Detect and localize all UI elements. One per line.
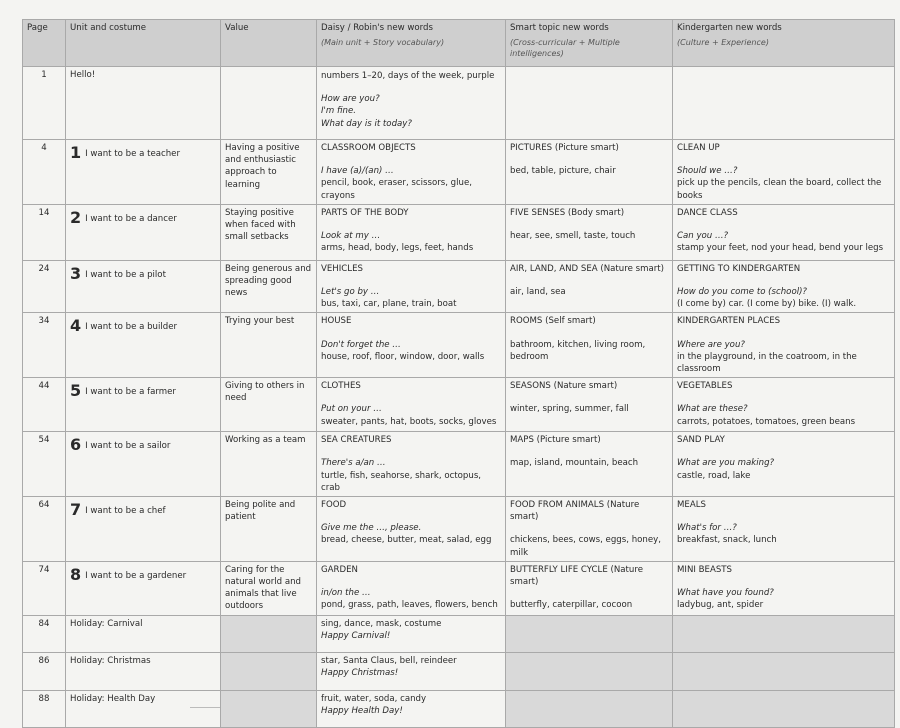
smart-cell (506, 378, 673, 432)
unit-title: Hello! (70, 70, 96, 80)
spacer (321, 511, 501, 522)
kinder-heading: MEALS (677, 500, 706, 511)
daisy-heading: FOOD (321, 500, 347, 511)
unit-title: I want to be a pilot (85, 269, 166, 280)
header-daisy (317, 20, 506, 67)
smart-words: hear, see, smell, taste, touch (510, 231, 636, 242)
kinder-heading: DANCE CLASS (677, 207, 738, 218)
kinder-words: pick up the pencils, clean the board, collect the books (677, 178, 882, 201)
table-row (23, 497, 895, 562)
page-number-cell (23, 615, 66, 652)
spacer (321, 154, 501, 165)
daisy-words: pencil, book, eraser, scissors, glue, crayons (321, 178, 472, 201)
value-cell (221, 690, 317, 727)
kinder-cell (673, 378, 895, 432)
spacer (677, 446, 890, 457)
spacer (677, 154, 890, 165)
kinder-phrase: Should we …? (677, 166, 738, 177)
value-cell (221, 378, 317, 432)
value-cell (221, 140, 317, 205)
daisy-phrase: Happy Health Day! (321, 705, 403, 716)
value-text: Being polite and patient (225, 500, 296, 523)
smart-cell (506, 260, 673, 313)
kinder-words: breakfast, snack, lunch (677, 535, 777, 546)
daisy-heading: CLOTHES (321, 381, 361, 392)
smart-heading: BUTTERFLY LIFE CYCLE (Nature smart) (510, 564, 644, 588)
daisy-cell (317, 67, 506, 140)
smart-words: map, island, mountain, beach (510, 458, 639, 469)
daisy-phrase: Put on your … (321, 404, 382, 415)
table-row (23, 140, 895, 205)
smart-words: chickens, bees, cows, eggs, honey, milk (510, 535, 661, 558)
value-text: Having a positive and enthusiastic approach to learning (225, 143, 300, 190)
smart-heading: FIVE SENSES (Body smart) (510, 207, 625, 218)
kinder-cell (673, 204, 895, 260)
daisy-cell (317, 140, 506, 205)
daisy-words: sweater, pants, hat, boots, socks, gloves (321, 416, 497, 427)
smart-cell (506, 561, 673, 615)
table-row (23, 313, 895, 378)
value-cell (221, 67, 317, 140)
kinder-phrase: What are these? (677, 404, 748, 415)
spacer (321, 275, 501, 286)
kinder-cell (673, 313, 895, 378)
page-number-cell (23, 497, 66, 562)
page-number: 14 (38, 207, 50, 218)
unit-cell (66, 140, 221, 205)
unit-title: I want to be a farmer (85, 387, 176, 398)
page-number-cell (23, 652, 66, 690)
unit-number: 4 (70, 316, 82, 336)
smart-cell (506, 140, 673, 205)
header-unit-label: Unit and costume (70, 23, 147, 33)
table-row (23, 204, 895, 260)
header-daisy-sub: (Main unit + Story vocabulary) (321, 38, 445, 48)
value-cell (221, 204, 317, 260)
smart-heading: AIR, LAND, AND SEA (Nature smart) (510, 263, 664, 274)
unit-cell (66, 615, 221, 652)
daisy-heading: CLASSROOM OBJECTS (321, 143, 416, 153)
value-cell (221, 561, 317, 615)
daisy-cell (317, 204, 506, 260)
daisy-phrase: Don't forget the … (321, 339, 401, 350)
daisy-cell (317, 615, 506, 652)
smart-words: winter, spring, summer, fall (510, 404, 629, 415)
spacer (677, 511, 890, 522)
spacer (321, 446, 501, 457)
unit-number: 8 (70, 564, 82, 584)
kinder-cell (673, 561, 895, 615)
header-kinder-sub: (Culture + Experience) (677, 38, 769, 48)
page-number: 4 (41, 143, 47, 153)
kinder-cell (673, 652, 895, 690)
value-text: Staying positive when faced with small setbacks (225, 207, 296, 243)
page-mark (190, 707, 220, 708)
spacer (677, 275, 890, 286)
daisy-cell (317, 378, 506, 432)
smart-cell (506, 497, 673, 562)
smart-cell (506, 67, 673, 140)
header-page (23, 20, 66, 67)
daisy-phrase: Happy Carnival! (321, 630, 391, 641)
unit-title: Holiday: Christmas (70, 655, 151, 666)
header-kinder (673, 20, 895, 67)
kinder-phrase: What's for …? (677, 523, 737, 534)
smart-cell (506, 313, 673, 378)
spacer (321, 328, 501, 339)
table-row (23, 260, 895, 313)
header-daisy-label: Daisy / Robin's new words (321, 23, 433, 33)
smart-heading: SEASONS (Nature smart) (510, 381, 618, 392)
daisy-phrase: Look at my … (321, 231, 381, 242)
table-row (23, 615, 895, 652)
unit-title: I want to be a sailor (85, 441, 171, 452)
daisy-cell (317, 260, 506, 313)
table-row (23, 561, 895, 615)
kinder-cell (673, 67, 895, 140)
spacer (677, 328, 890, 339)
spacer (677, 576, 890, 587)
unit-number: 6 (70, 435, 82, 455)
unit-cell (66, 690, 221, 727)
unit-number: 7 (70, 500, 82, 520)
header-value (221, 20, 317, 67)
page-number-cell (23, 690, 66, 727)
daisy-phrase: Happy Christmas! (321, 667, 399, 678)
kinder-heading: SAND PLAY (677, 435, 725, 446)
page-number: 1 (41, 70, 47, 80)
kinder-words: (I come by) car. (I come by) bike. (I) walk. (677, 299, 857, 310)
value-cell (221, 432, 317, 497)
spacer (321, 392, 501, 403)
unit-number: 5 (70, 381, 82, 401)
kinder-heading: KINDERGARTEN PLACES (677, 316, 781, 327)
spacer (321, 576, 501, 587)
unit-title: I want to be a teacher (85, 149, 180, 159)
value-text: Being generous and spreading good news (225, 263, 312, 299)
daisy-words: bus, taxi, car, plane, train, boat (321, 299, 457, 310)
daisy-heading: star, Santa Claus, bell, reindeer (321, 655, 457, 666)
unit-cell (66, 378, 221, 432)
smart-cell (506, 204, 673, 260)
value-text: Caring for the natural world and animals that live outdoors (225, 564, 302, 612)
page-number-cell (23, 561, 66, 615)
page-number-cell (23, 313, 66, 378)
smart-words: bathroom, kitchen, living room, bedroom (510, 339, 646, 362)
page-number: 86 (38, 655, 50, 666)
kinder-heading: VEGETABLES (677, 381, 733, 392)
smart-words: butterfly, caterpillar, cocoon (510, 600, 633, 611)
kinder-phrase: Where are you? (677, 339, 745, 350)
page-number: 84 (38, 618, 50, 629)
page-number-cell (23, 140, 66, 205)
smart-heading: PICTURES (Picture smart) (510, 143, 619, 153)
daisy-heading: numbers 1–20, days of the week, purple (321, 71, 495, 81)
daisy-heading: HOUSE (321, 316, 352, 327)
daisy-heading: SEA CREATURES (321, 435, 392, 446)
spacer (510, 219, 668, 230)
kinder-cell (673, 432, 895, 497)
page-number-cell (23, 378, 66, 432)
daisy-words: bread, cheese, butter, meat, salad, egg (321, 535, 492, 546)
spacer (510, 523, 668, 534)
header-smart (506, 20, 673, 67)
daisy-heading: VEHICLES (321, 263, 363, 274)
unit-cell (66, 561, 221, 615)
daisy-words: turtle, fish, seahorse, shark, octopus, crab (321, 470, 482, 493)
unit-cell (66, 260, 221, 313)
kinder-words: carrots, potatoes, tomatoes, green beans (677, 416, 856, 427)
daisy-cell (317, 690, 506, 727)
table-row (23, 67, 895, 140)
spacer (510, 446, 668, 457)
value-cell (221, 497, 317, 562)
spacer (677, 219, 890, 230)
unit-number: 1 (70, 143, 82, 162)
spacer (510, 588, 668, 599)
page-number: 64 (38, 500, 50, 511)
table-row (23, 378, 895, 432)
value-text: Giving to others in need (225, 381, 305, 404)
value-cell (221, 260, 317, 313)
value-cell (221, 615, 317, 652)
unit-number: 2 (70, 207, 82, 227)
daisy-phrase: Give me the …, please. (321, 523, 422, 534)
daisy-phrase: There's a/an … (321, 458, 386, 469)
unit-cell (66, 313, 221, 378)
daisy-phrase: in/on the … (321, 588, 371, 599)
smart-words: bed, table, picture, chair (510, 166, 616, 177)
page-number-cell (23, 260, 66, 313)
unit-title: I want to be a gardener (85, 570, 187, 581)
kinder-phrase: What have you found? (677, 588, 774, 599)
header-smart-sub: (Cross-curricular + Multiple intelligences) (510, 38, 620, 58)
page-number: 44 (38, 381, 50, 392)
kinder-cell (673, 260, 895, 313)
daisy-phrase: I have (a)/(an) … (321, 166, 394, 177)
unit-cell (66, 204, 221, 260)
unit-title: Holiday: Carnival (70, 618, 143, 629)
page-number-cell (23, 204, 66, 260)
daisy-cell (317, 432, 506, 497)
header-smart-label: Smart topic new words (510, 23, 609, 33)
page-number: 54 (38, 435, 50, 446)
table-row (23, 652, 895, 690)
unit-cell (66, 652, 221, 690)
kinder-cell (673, 497, 895, 562)
kinder-cell (673, 615, 895, 652)
spacer (321, 82, 501, 93)
daisy-words: arms, head, body, legs, feet, hands (321, 243, 474, 254)
daisy-cell (317, 652, 506, 690)
kinder-cell (673, 140, 895, 205)
daisy-cell (317, 561, 506, 615)
daisy-phrase: Let's go by … (321, 287, 380, 298)
header-unit (66, 20, 221, 67)
spacer (677, 392, 890, 403)
kinder-heading: MINI BEASTS (677, 564, 733, 575)
unit-title: I want to be a chef (85, 506, 166, 517)
value-text: Trying your best (225, 316, 295, 327)
unit-number: 3 (70, 263, 82, 283)
page-number: 74 (38, 564, 50, 575)
daisy-cell (317, 313, 506, 378)
daisy-words: house, roof, floor, window, door, walls (321, 351, 485, 362)
header-kinder-label: Kindergarten new words (677, 23, 782, 33)
unit-title: I want to be a builder (85, 322, 178, 333)
smart-cell (506, 690, 673, 727)
spacer (510, 275, 668, 286)
kinder-phrase: How do you come to (school)? (677, 287, 807, 298)
spacer (321, 219, 501, 230)
kinder-phrase: What are you making? (677, 458, 775, 469)
table-row (23, 432, 895, 497)
unit-cell (66, 67, 221, 140)
kinder-words: in the playground, in the coatroom, in the classroom (677, 351, 857, 375)
daisy-phrase: How are you? I'm fine. What day is it today? (321, 94, 412, 129)
unit-cell (66, 497, 221, 562)
header-page-label: Page (27, 23, 48, 33)
header-value-label: Value (225, 23, 249, 33)
value-cell (221, 652, 317, 690)
syllabus-body (23, 67, 895, 728)
kinder-words: ladybug, ant, spider (677, 600, 764, 611)
kinder-heading: CLEAN UP (677, 143, 720, 153)
smart-cell (506, 615, 673, 652)
unit-title: Holiday: Health Day (70, 693, 156, 704)
value-cell (221, 313, 317, 378)
spacer (510, 328, 668, 339)
kinder-heading: GETTING TO KINDERGARTEN (677, 263, 801, 274)
daisy-heading: sing, dance, mask, costume (321, 618, 442, 629)
smart-heading: MAPS (Picture smart) (510, 435, 601, 446)
smart-cell (506, 432, 673, 497)
page-number: 34 (38, 316, 50, 327)
page-number-cell (23, 432, 66, 497)
smart-heading: FOOD FROM ANIMALS (Nature smart) (510, 500, 640, 523)
unit-title: I want to be a dancer (85, 213, 177, 224)
syllabus-table (22, 19, 895, 728)
kinder-cell (673, 690, 895, 727)
daisy-heading: PARTS OF THE BODY (321, 207, 409, 218)
header-row (23, 20, 895, 67)
page-number: 24 (38, 263, 50, 274)
smart-heading: ROOMS (Self smart) (510, 316, 596, 327)
page-number: 88 (38, 693, 50, 704)
page-number-cell (23, 67, 66, 140)
daisy-heading: fruit, water, soda, candy (321, 693, 427, 704)
kinder-words: castle, road, lake (677, 470, 751, 481)
spacer (510, 154, 668, 165)
unit-cell (66, 432, 221, 497)
smart-words: air, land, sea (510, 287, 566, 298)
value-text: Working as a team (225, 435, 306, 446)
table-row (23, 690, 895, 727)
kinder-phrase: Can you …? (677, 231, 729, 242)
kinder-words: stamp your feet, nod your head, bend your legs (677, 243, 884, 254)
spacer (510, 392, 668, 403)
daisy-heading: GARDEN (321, 564, 358, 575)
daisy-cell (317, 497, 506, 562)
daisy-words: pond, grass, path, leaves, flowers, bench (321, 600, 498, 611)
smart-cell (506, 652, 673, 690)
